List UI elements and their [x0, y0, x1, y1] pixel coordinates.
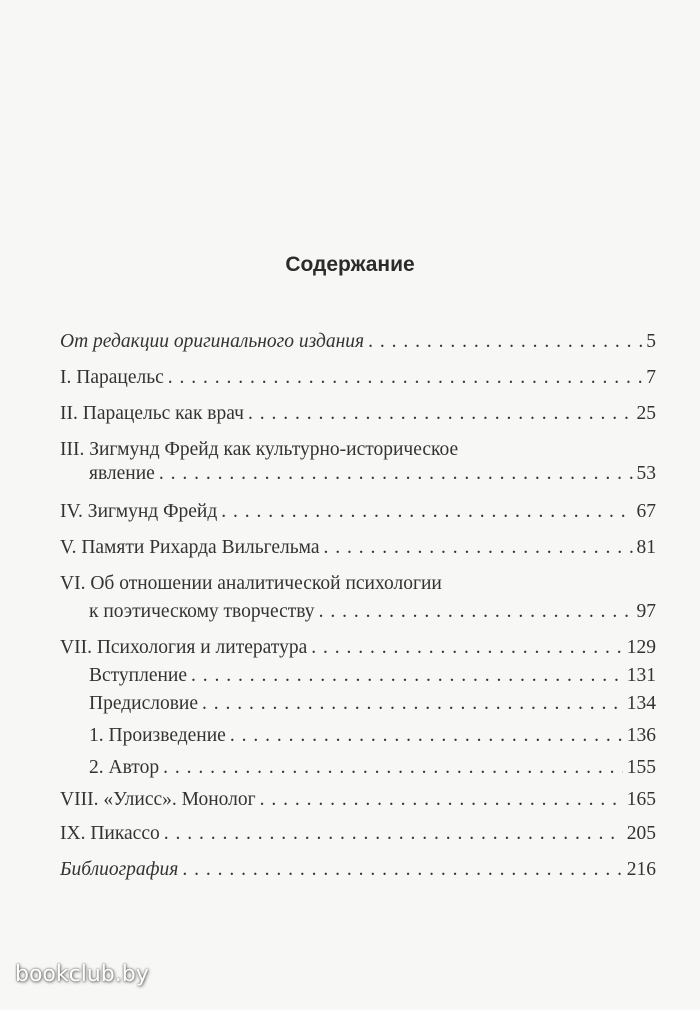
entry-title: IV. Зигмунд Фрейд [60, 501, 218, 522]
entry-page: 5 [646, 331, 656, 352]
entry-page: 25 [636, 403, 656, 424]
entry-title: От редакции оригинального издания [60, 331, 365, 352]
entry-title: II. Парацельс как врач [60, 403, 244, 424]
entry-title: Предисловие [89, 693, 199, 714]
entry-title-continued: к поэтическому творчеству [89, 601, 315, 622]
entry-title: V. Памяти Рихарда Вильгельма [60, 537, 320, 558]
entry-title: 2. Автор [89, 757, 160, 778]
dot-leader [164, 821, 623, 847]
entry-page: 131 [626, 665, 656, 686]
dot-leader [311, 635, 623, 661]
dot-leader [182, 857, 622, 883]
entry-page: 67 [636, 501, 656, 522]
toc-entry [60, 787, 656, 813]
toc-entry [60, 329, 656, 355]
entry-title: VI. Об отношении аналитической психологии [60, 573, 442, 594]
dot-leader [163, 755, 623, 781]
entry-title: VII. Психология и литература [60, 637, 308, 658]
entry-page: 136 [626, 725, 656, 746]
entry-title: Вступление [89, 665, 188, 686]
toc-entry [60, 857, 656, 883]
entry-title: IX. Пикассо [60, 823, 160, 844]
entry-page: 216 [626, 859, 656, 880]
dot-leader [168, 365, 642, 391]
toc-entry [89, 599, 656, 625]
dot-leader [202, 691, 623, 717]
entry-page: 165 [626, 789, 656, 810]
entry-page: 53 [636, 463, 656, 484]
entry-page: 205 [626, 823, 656, 844]
entry-title: III. Зигмунд Фрейд как культурно-историческое [60, 439, 459, 460]
dot-leader [221, 499, 632, 525]
dot-leader [230, 723, 623, 749]
entry-page: 155 [626, 757, 656, 778]
entry-title-continued: явление [89, 463, 155, 484]
toc-subentry [89, 691, 656, 717]
toc-entry [60, 401, 656, 427]
entry-title: Библиография [60, 859, 179, 880]
toc-entry [89, 461, 656, 487]
entry-page: 134 [626, 693, 656, 714]
toc-subentry [89, 663, 656, 689]
dot-leader [248, 401, 633, 427]
entry-page: 81 [636, 537, 656, 558]
toc-subentry [89, 755, 656, 781]
entry-title: I. Парацельс [60, 367, 164, 388]
toc-entry [60, 499, 656, 525]
toc-subentry [89, 723, 656, 749]
dot-leader [319, 599, 633, 625]
dot-leader [191, 663, 623, 689]
toc-entry [60, 365, 656, 391]
entry-page: 129 [626, 637, 656, 658]
entry-title: 1. Произведение [89, 725, 226, 746]
entry-page: 7 [646, 367, 656, 388]
dot-leader [159, 461, 633, 487]
toc-entry [60, 635, 656, 661]
toc-entry [60, 535, 656, 561]
dot-leader [324, 535, 633, 561]
dot-leader [368, 329, 642, 355]
dot-leader [260, 787, 623, 813]
page-title: Содержание [285, 253, 415, 276]
watermark: bookclub.by [15, 962, 149, 987]
entry-title: VIII. «Улисс». Монолог [60, 789, 256, 810]
entry-page: 97 [636, 601, 656, 622]
toc-entry [60, 821, 656, 847]
